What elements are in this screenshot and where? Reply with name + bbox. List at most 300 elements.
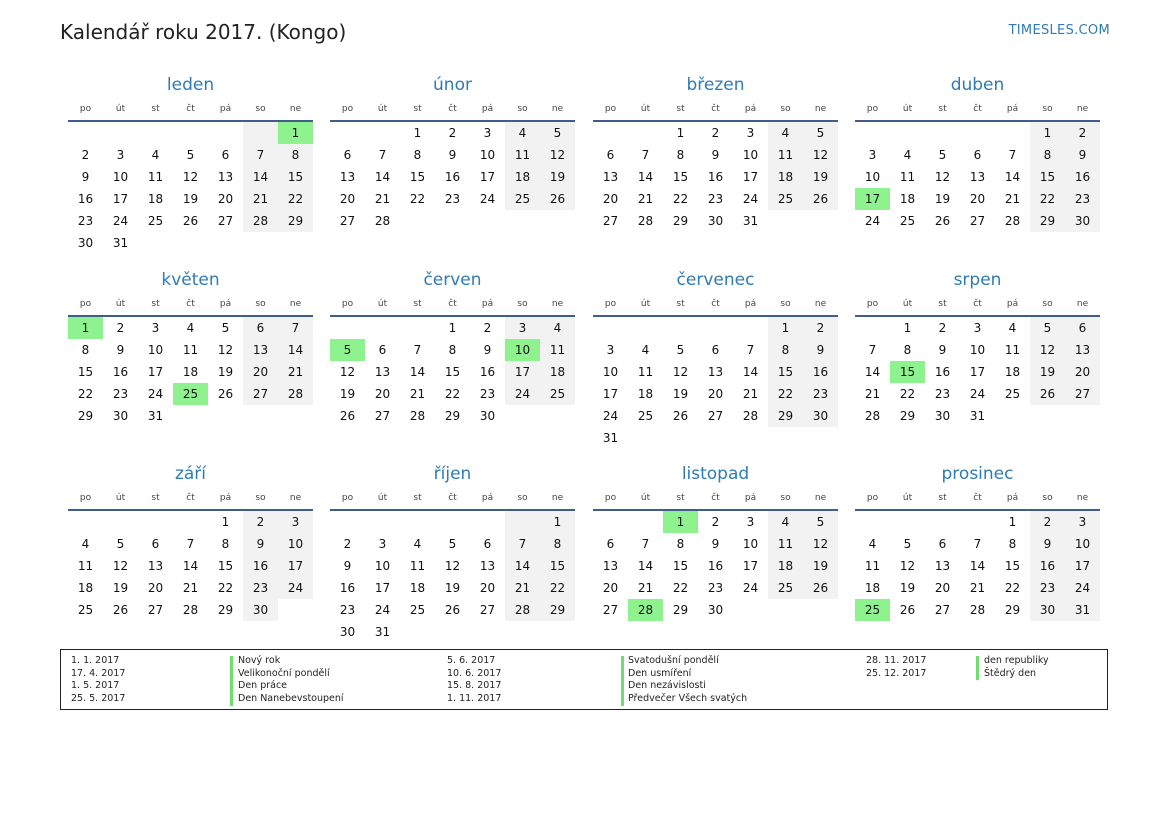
- empty-cell: [365, 317, 400, 339]
- month-květen: [68, 268, 313, 427]
- weekday-label: ne: [551, 299, 564, 309]
- weekday-label: so: [780, 104, 791, 114]
- day-cell: 13: [934, 559, 951, 573]
- month-listopad: [593, 462, 838, 621]
- day-cell: 23: [707, 581, 724, 595]
- day-grid: [68, 511, 313, 621]
- day-cell: 10: [278, 533, 313, 555]
- weekday-label: po: [604, 493, 617, 503]
- day-cell: 14: [278, 339, 313, 361]
- day-grid: [593, 122, 838, 232]
- month-únor: [330, 73, 575, 232]
- day-cell: 25: [768, 577, 803, 599]
- holiday-day-cell: 5: [330, 339, 365, 361]
- day-cell: 22: [768, 383, 803, 405]
- day-cell: 19: [444, 581, 461, 595]
- day-cell: 6: [606, 148, 615, 162]
- empty-cell: [330, 511, 365, 533]
- day-cell: 12: [182, 170, 199, 184]
- day-cell: 7: [505, 533, 540, 555]
- day-cell: 9: [711, 537, 720, 551]
- weekday-label: so: [1042, 299, 1053, 309]
- day-cell: 8: [413, 148, 422, 162]
- legend-date: 17. 4. 2017: [71, 667, 126, 679]
- day-cell: 28: [1004, 214, 1021, 228]
- day-cell: 23: [1065, 188, 1100, 210]
- weekday-label: st: [413, 299, 422, 309]
- legend-color-bar: [230, 656, 233, 706]
- weekday-label: po: [79, 493, 92, 503]
- weekday-label: po: [79, 299, 92, 309]
- day-cell: 22: [672, 581, 689, 595]
- day-cell: 10: [479, 148, 496, 162]
- legend-date: 15. 8. 2017: [447, 680, 502, 692]
- day-cell: 17: [742, 559, 759, 573]
- empty-cell: [628, 317, 663, 339]
- day-cell: 3: [746, 126, 755, 140]
- weekday-label: ne: [814, 104, 827, 114]
- empty-cell: [593, 511, 628, 533]
- day-cell: 24: [969, 387, 986, 401]
- day-cell: 5: [221, 321, 230, 335]
- day-cell: 13: [602, 170, 619, 184]
- weekday-label: út: [902, 104, 913, 114]
- day-cell: 22: [217, 581, 234, 595]
- holiday-day-cell: 25: [855, 599, 890, 621]
- site-link[interactable]: TIMESLES.COM: [1008, 23, 1110, 38]
- legend-label: Den nezávislosti: [628, 680, 706, 692]
- day-cell: 16: [707, 559, 724, 573]
- day-cell: 7: [278, 317, 313, 339]
- day-cell: 10: [374, 559, 391, 573]
- day-cell: 20: [602, 581, 619, 595]
- weekday-label: út: [377, 299, 388, 309]
- day-cell: 23: [339, 603, 356, 617]
- empty-cell: [593, 122, 628, 144]
- day-cell: 9: [803, 339, 838, 361]
- day-cell: 26: [934, 214, 951, 228]
- day-cell: 9: [1030, 533, 1065, 555]
- day-cell: 15: [217, 559, 234, 573]
- day-cell: 16: [934, 365, 951, 379]
- legend-label: Předvečer Všech svatých: [628, 693, 748, 705]
- weekday-label: út: [902, 493, 913, 503]
- legend-label-column: [984, 655, 1049, 680]
- day-cell: 6: [343, 148, 352, 162]
- day-cell: 6: [938, 537, 947, 551]
- day-cell: 17: [1065, 555, 1100, 577]
- day-cell: 5: [1030, 317, 1065, 339]
- day-cell: 8: [1030, 144, 1065, 166]
- day-cell: 5: [186, 148, 195, 162]
- day-cell: 9: [81, 170, 90, 184]
- day-cell: 2: [1065, 122, 1100, 144]
- day-cell: 25: [637, 409, 654, 423]
- day-cell: 15: [672, 170, 689, 184]
- day-cell: 27: [147, 603, 164, 617]
- day-cell: 26: [339, 409, 356, 423]
- day-cell: 31: [374, 625, 391, 639]
- legend-label-column: [628, 655, 747, 706]
- weekday-label: ne: [289, 299, 302, 309]
- day-cell: 11: [864, 559, 881, 573]
- day-grid: [330, 511, 575, 643]
- day-cell: 2: [116, 321, 125, 335]
- weekday-label: čt: [448, 493, 457, 503]
- day-cell: 16: [243, 555, 278, 577]
- weekday-label: pá: [1006, 493, 1019, 503]
- day-cell: 28: [243, 210, 278, 232]
- day-cell: 28: [969, 603, 986, 617]
- day-cell: 26: [803, 577, 838, 599]
- day-cell: 24: [864, 214, 881, 228]
- weekday-label: pá: [481, 299, 494, 309]
- month-červenec: [593, 268, 838, 449]
- day-cell: 27: [479, 603, 496, 617]
- empty-cell: [505, 511, 540, 533]
- day-cell: 30: [707, 603, 724, 617]
- legend-label: Velikonoční pondělí: [238, 667, 330, 679]
- empty-cell: [173, 511, 208, 533]
- day-cell: 5: [903, 537, 912, 551]
- weekday-label: po: [341, 493, 354, 503]
- weekday-label: po: [341, 299, 354, 309]
- weekday-header: [855, 99, 1100, 119]
- empty-cell: [435, 511, 470, 533]
- legend-label-column: [238, 655, 344, 706]
- weekday-header: [593, 488, 838, 508]
- empty-cell: [855, 122, 890, 144]
- day-cell: 12: [540, 144, 575, 166]
- weekday-label: so: [517, 104, 528, 114]
- day-cell: 3: [606, 343, 615, 357]
- day-cell: 31: [1065, 599, 1100, 621]
- legend-date: 1. 11. 2017: [447, 693, 502, 705]
- legend-date: 5. 6. 2017: [447, 655, 496, 666]
- day-cell: 29: [444, 409, 461, 423]
- day-cell: 25: [505, 188, 540, 210]
- day-cell: 26: [540, 188, 575, 210]
- day-cell: 21: [505, 577, 540, 599]
- day-cell: 21: [637, 192, 654, 206]
- day-cell: 26: [899, 603, 916, 617]
- empty-cell: [663, 317, 698, 339]
- day-cell: 5: [116, 537, 125, 551]
- legend-label: den republiky: [984, 655, 1049, 666]
- weekday-label: so: [780, 493, 791, 503]
- day-cell: 14: [969, 559, 986, 573]
- day-cell: 6: [243, 317, 278, 339]
- day-cell: 10: [1065, 533, 1100, 555]
- day-cell: 6: [1065, 317, 1100, 339]
- day-cell: 21: [864, 387, 881, 401]
- day-cell: 8: [278, 144, 313, 166]
- day-cell: 17: [602, 387, 619, 401]
- weekday-label: st: [676, 493, 685, 503]
- weekday-label: pá: [481, 493, 494, 503]
- day-cell: 23: [444, 192, 461, 206]
- day-cell: 16: [112, 365, 129, 379]
- day-cell: 20: [147, 581, 164, 595]
- legend-label: Den práce: [238, 680, 288, 692]
- day-cell: 14: [505, 555, 540, 577]
- day-cell: 23: [479, 387, 496, 401]
- day-cell: 18: [540, 361, 575, 383]
- day-cell: 2: [483, 321, 492, 335]
- day-cell: 15: [1030, 166, 1065, 188]
- day-cell: 17: [147, 365, 164, 379]
- day-cell: 6: [221, 148, 230, 162]
- empty-cell: [470, 511, 505, 533]
- month-name: červenec: [676, 270, 755, 290]
- day-cell: 30: [479, 409, 496, 423]
- day-cell: 16: [803, 361, 838, 383]
- day-grid: [855, 122, 1100, 232]
- day-cell: 18: [505, 166, 540, 188]
- day-cell: 4: [641, 343, 650, 357]
- legend-date-column: [447, 655, 501, 706]
- day-cell: 30: [1030, 599, 1065, 621]
- empty-cell: [855, 317, 890, 339]
- day-cell: 24: [278, 577, 313, 599]
- day-cell: 22: [1004, 581, 1021, 595]
- weekday-label: so: [255, 493, 266, 503]
- weekday-label: ne: [289, 104, 302, 114]
- day-cell: 3: [278, 511, 313, 533]
- empty-cell: [330, 122, 365, 144]
- day-cell: 29: [899, 409, 916, 423]
- day-cell: 11: [409, 559, 426, 573]
- holiday-day-cell: 25: [173, 383, 208, 405]
- day-cell: 20: [339, 192, 356, 206]
- day-cell: 18: [864, 581, 881, 595]
- day-cell: 30: [243, 599, 278, 621]
- day-cell: 7: [378, 148, 387, 162]
- weekday-label: so: [1042, 104, 1053, 114]
- day-cell: 14: [243, 166, 278, 188]
- weekday-label: ne: [1076, 104, 1089, 114]
- empty-cell: [330, 317, 365, 339]
- empty-cell: [365, 511, 400, 533]
- day-cell: 2: [711, 515, 720, 529]
- day-cell: 12: [899, 559, 916, 573]
- day-cell: 11: [768, 533, 803, 555]
- day-cell: 21: [409, 387, 426, 401]
- legend-label: Štědrý den: [984, 667, 1037, 679]
- day-cell: 13: [479, 559, 496, 573]
- day-cell: 15: [540, 555, 575, 577]
- month-name: prosinec: [941, 464, 1014, 484]
- month-name: duben: [950, 75, 1005, 95]
- legend-color-bar: [976, 656, 979, 680]
- weekday-label: st: [413, 493, 422, 503]
- day-cell: 29: [1030, 210, 1065, 232]
- month-name: únor: [433, 75, 472, 95]
- day-grid: [855, 511, 1100, 621]
- day-cell: 27: [602, 214, 619, 228]
- day-cell: 9: [116, 343, 125, 357]
- day-cell: 16: [1030, 555, 1065, 577]
- weekday-label: po: [866, 104, 879, 114]
- day-cell: 24: [505, 383, 540, 405]
- empty-cell: [925, 122, 960, 144]
- day-cell: 2: [938, 321, 947, 335]
- day-cell: 19: [934, 192, 951, 206]
- day-cell: 9: [711, 148, 720, 162]
- day-cell: 10: [864, 170, 881, 184]
- day-cell: 31: [112, 236, 129, 250]
- day-cell: 8: [903, 343, 912, 357]
- weekday-label: po: [604, 299, 617, 309]
- day-cell: 11: [182, 343, 199, 357]
- day-cell: 15: [278, 166, 313, 188]
- legend-date: 1. 5. 2017: [71, 680, 120, 692]
- day-cell: 4: [903, 148, 912, 162]
- day-cell: 19: [1030, 361, 1065, 383]
- weekday-label: po: [79, 104, 92, 114]
- day-cell: 30: [707, 214, 724, 228]
- day-cell: 16: [1065, 166, 1100, 188]
- day-cell: 13: [217, 170, 234, 184]
- day-cell: 1: [540, 511, 575, 533]
- day-cell: 9: [938, 343, 947, 357]
- day-cell: 7: [413, 343, 422, 357]
- weekday-label: út: [640, 493, 651, 503]
- day-cell: 27: [339, 214, 356, 228]
- empty-cell: [103, 511, 138, 533]
- day-cell: 29: [672, 603, 689, 617]
- day-cell: 31: [147, 409, 164, 423]
- weekday-header: [593, 294, 838, 314]
- day-cell: 12: [444, 559, 461, 573]
- day-cell: 17: [505, 361, 540, 383]
- day-cell: 14: [637, 559, 654, 573]
- weekday-header: [68, 99, 313, 119]
- day-cell: 22: [409, 192, 426, 206]
- day-cell: 4: [1008, 321, 1017, 335]
- day-cell: 22: [444, 387, 461, 401]
- day-grid: [855, 317, 1100, 427]
- weekday-label: čt: [186, 299, 195, 309]
- day-cell: 26: [444, 603, 461, 617]
- day-cell: 27: [934, 603, 951, 617]
- month-name: srpen: [953, 270, 1002, 290]
- empty-cell: [103, 122, 138, 144]
- weekday-header: [68, 488, 313, 508]
- empty-cell: [698, 317, 733, 339]
- day-cell: 4: [413, 537, 422, 551]
- day-cell: 7: [186, 537, 195, 551]
- day-cell: 1: [448, 321, 457, 335]
- day-cell: 1: [413, 126, 422, 140]
- weekday-label: st: [413, 104, 422, 114]
- day-cell: 17: [742, 170, 759, 184]
- day-cell: 21: [969, 581, 986, 595]
- day-cell: 21: [182, 581, 199, 595]
- holiday-day-cell: 1: [278, 122, 313, 144]
- day-cell: 9: [483, 343, 492, 357]
- day-cell: 31: [602, 431, 619, 445]
- empty-cell: [855, 511, 890, 533]
- empty-cell: [365, 122, 400, 144]
- weekday-label: so: [255, 104, 266, 114]
- day-cell: 5: [938, 148, 947, 162]
- day-cell: 20: [707, 387, 724, 401]
- day-cell: 11: [1004, 343, 1021, 357]
- day-grid: [330, 317, 575, 427]
- weekday-label: st: [151, 104, 160, 114]
- day-cell: 4: [505, 122, 540, 144]
- day-cell: 19: [112, 581, 129, 595]
- day-cell: 13: [147, 559, 164, 573]
- day-cell: 23: [707, 192, 724, 206]
- month-červen: [330, 268, 575, 427]
- day-cell: 8: [1008, 537, 1017, 551]
- day-cell: 24: [742, 192, 759, 206]
- day-cell: 28: [637, 214, 654, 228]
- month-říjen: [330, 462, 575, 643]
- day-cell: 8: [676, 537, 685, 551]
- day-cell: 13: [1065, 339, 1100, 361]
- day-cell: 17: [969, 365, 986, 379]
- empty-cell: [628, 122, 663, 144]
- day-cell: 24: [147, 387, 164, 401]
- empty-cell: [593, 317, 628, 339]
- day-cell: 27: [707, 409, 724, 423]
- holiday-day-cell: 10: [505, 339, 540, 361]
- day-cell: 8: [676, 148, 685, 162]
- weekday-label: ne: [814, 299, 827, 309]
- day-cell: 14: [864, 365, 881, 379]
- weekday-label: čt: [186, 104, 195, 114]
- weekday-label: čt: [711, 104, 720, 114]
- day-cell: 3: [746, 515, 755, 529]
- day-cell: 25: [409, 603, 426, 617]
- day-cell: 21: [742, 387, 759, 401]
- weekday-label: pá: [481, 104, 494, 114]
- weekday-label: ne: [1076, 299, 1089, 309]
- day-cell: 4: [540, 317, 575, 339]
- day-cell: 30: [1065, 210, 1100, 232]
- weekday-label: pá: [1006, 104, 1019, 114]
- day-cell: 26: [112, 603, 129, 617]
- day-cell: 16: [479, 365, 496, 379]
- day-cell: 30: [934, 409, 951, 423]
- day-cell: 2: [343, 537, 352, 551]
- legend-date: 25. 5. 2017: [71, 693, 126, 705]
- day-cell: 26: [672, 409, 689, 423]
- weekday-header: [330, 99, 575, 119]
- day-cell: 7: [973, 537, 982, 551]
- weekday-label: ne: [551, 104, 564, 114]
- weekday-label: pá: [219, 493, 232, 503]
- day-cell: 20: [243, 361, 278, 383]
- day-cell: 24: [112, 214, 129, 228]
- day-cell: 18: [768, 166, 803, 188]
- day-cell: 8: [768, 339, 803, 361]
- day-cell: 19: [803, 555, 838, 577]
- weekday-label: út: [115, 299, 126, 309]
- weekday-label: čt: [973, 493, 982, 503]
- day-cell: 16: [707, 170, 724, 184]
- day-cell: 8: [81, 343, 90, 357]
- day-cell: 26: [803, 188, 838, 210]
- empty-cell: [68, 122, 103, 144]
- month-leden: [68, 73, 313, 254]
- day-grid: [593, 317, 838, 449]
- day-cell: 20: [374, 387, 391, 401]
- day-cell: 15: [409, 170, 426, 184]
